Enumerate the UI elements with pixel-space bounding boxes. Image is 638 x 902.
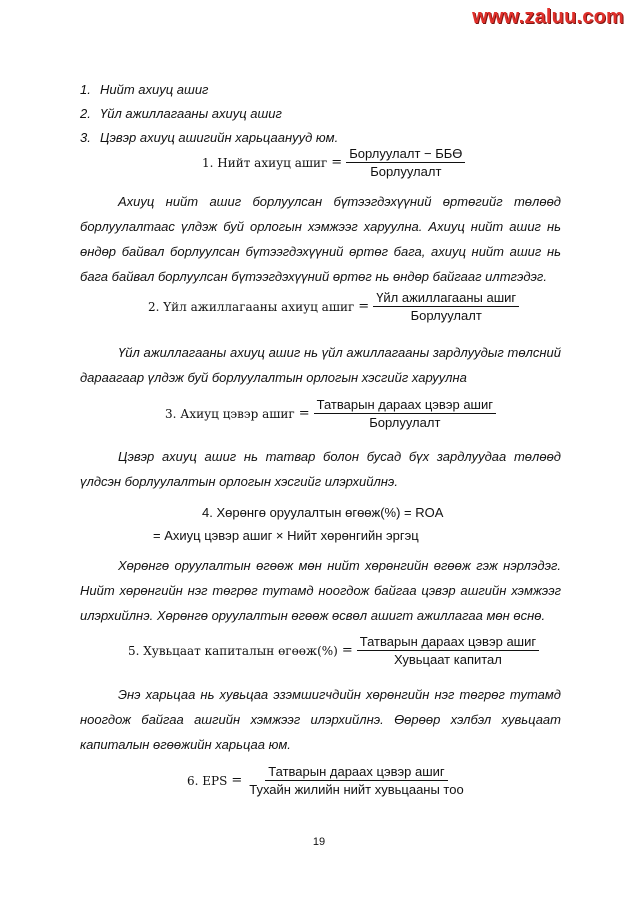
paragraph-operating-margin: Үйл ажиллагааны ахиуц ашиг нь үйл ажиллагааны зардлуудыг төлсний дараагаар үлдэж буй борлуулалтын орлогын хэсгийг харуулна xyxy=(80,345,561,385)
page-number: 19 xyxy=(312,836,326,848)
formula-roe: 5. Хувьцаат капиталын өгөөж(%) = $\frac{\text{Татварын дараах цэвэр ашиг}}{\text{Хувьцаат капитал}}$ xyxy=(128,634,539,667)
list-item: 1. Нийт ахиуц ашиг xyxy=(80,78,338,102)
ratio-list xyxy=(80,78,338,150)
list-item-text: Үйл ажиллагааны ахиуц ашиг xyxy=(100,106,282,121)
fraction-numerator: Татварын дараах цэвэр ашиг xyxy=(314,397,496,414)
list-item: 2. Үйл ажиллагааны ахиуц ашиг xyxy=(80,102,338,126)
fraction-denominator: Борлуулалт xyxy=(370,164,442,179)
formula-net-margin: 3. Ахиуц цэвэр ашиг = $\frac{\text{Татварын дараах цэвэр ашиг}}{\text{Борлуулалт}}$ xyxy=(165,397,496,430)
watermark-logo[interactable]: www.zaluu.com xyxy=(472,6,624,28)
formula-gross-margin: 1. Нийт ахиуц ашиг = $\frac{\text{Борлуулалт − ББӨ}}{\text{Борлуулалт}}$ xyxy=(202,146,465,179)
paragraph-roa: Хөрөнгө оруулалтын өгөөж мөн нийт хөрөнгийн өгөөж гэж нэрлэдэг. Нийт хөрөнгийн нэг төгрөг тутамд ноогдож байгаа цэвэр ашгийн хэмжээг илэрхийлнэ. Хөрөнгө оруулалтын өгөөж өсвөл ашигт ажиллагаа мөн өснө. xyxy=(80,558,561,623)
formula-roa-line2: = Ахиуц цэвэр ашиг × Нийт хөрөнгийн эргэц xyxy=(153,528,419,543)
paragraph-roe: Энэ харьцаа нь хувьцаа эзэмшигчдийн хөрөнгийн нэг төгрөг тутамд ноогдож байгаа ашгийн хэмжээг илэрхийлнэ. Өөрөөр хэлбэл хувьцаат капиталын өгөөжийн харьцаа юм. xyxy=(80,687,561,752)
fraction xyxy=(346,146,465,179)
fraction-numerator: Борлуулалт − ББӨ xyxy=(346,146,465,163)
fraction xyxy=(246,764,466,797)
list-item-text: Нийт ахиуц ашиг xyxy=(100,82,209,97)
list-item: 3. Цэвэр ахиуц ашигийн харьцаанууд юм. xyxy=(80,126,338,150)
fraction xyxy=(357,634,539,667)
fraction-denominator: Тухайн жилийн нийт хувьцааны тоо xyxy=(249,782,464,797)
fraction-denominator: Борлуулалт xyxy=(410,308,482,323)
formula-operating-margin: 2. Үйл ажиллагааны ахиуц ашиг = $\frac{\text{Үйл ажиллагааны ашиг}}{\text{Борлуулалт}}$ xyxy=(148,290,519,323)
fraction-numerator: Үйл ажиллагааны ашиг xyxy=(373,290,519,307)
fraction xyxy=(373,290,519,323)
fraction xyxy=(314,397,496,430)
fraction-numerator: Татварын дараах цэвэр ашиг xyxy=(265,764,447,781)
fraction-numerator: Татварын дараах цэвэр ашиг xyxy=(357,634,539,651)
list-item-text: Цэвэр ахиуц ашигийн харьцаанууд юм. xyxy=(100,130,339,145)
paragraph-net-margin: Цэвэр ахиуц ашиг нь татвар болон бусад бүх зардлуудаа төлөөд үлдсэн борлуулалтын орлогын хэсгийг илэрхийлнэ. xyxy=(80,449,561,489)
fraction-denominator: Хувьцаат капитал xyxy=(393,652,502,667)
formula-eps: 6. EPS = $\frac{\text{Татварын дараах цэвэр ашиг}}{\text{Тухайн жилийн нийт хувьцааны тоо}}$ xyxy=(187,764,467,797)
fraction-denominator: Борлуулалт xyxy=(369,415,441,430)
formula-roa-line1: 4. Хөрөнгө оруулалтын өгөөж(%) = ROA xyxy=(202,505,444,520)
paragraph-gross-margin: Ахиуц нийт ашиг борлуулсан бүтээгдэхүүний өртөгийг төлөөд борлуулалтаас үлдэж буй орлогын хэмжээг харуулна. Ахиуц нийт ашиг нь өндөр байвал борлуулсан бүтээгдэхүүний өртөг бага, ахиуц нийт ашиг нь бага байвал борлуулсан бүтээгдэхүүний өртөг нь өндөр байгааг илтгэдэг. xyxy=(80,194,561,284)
